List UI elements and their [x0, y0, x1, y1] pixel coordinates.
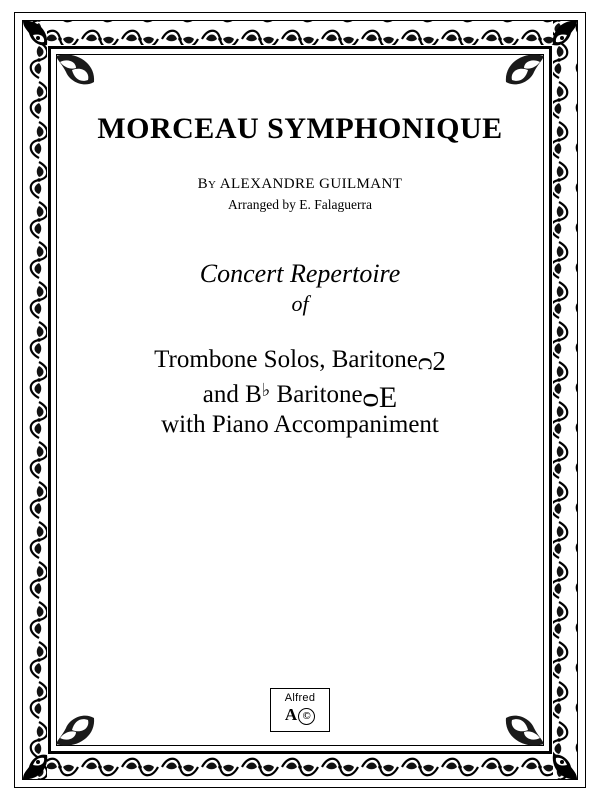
series-title: Concert Repertoire	[199, 259, 401, 288]
publisher-mark	[271, 705, 329, 725]
series-of-label: of	[291, 291, 309, 316]
publisher-name: Alfred	[284, 692, 316, 704]
instrumentation-line-2-text: Baritone	[270, 380, 363, 408]
arranger-credit: Arranged by E. Falaguerra	[228, 197, 372, 212]
instrumentation-block	[70, 345, 530, 439]
page-title: MORCEAU SYMPHONIQUE	[97, 112, 503, 145]
publisher-mark-circle-icon: ©	[298, 708, 315, 725]
treble-clef-icon: ᴑE	[362, 380, 398, 414]
bass-clef-icon: ᴒ2	[417, 346, 446, 376]
cover-text-block	[70, 70, 530, 730]
instrumentation-line-3: with Piano Accompaniment	[161, 410, 439, 438]
instrumentation-line-2	[70, 375, 530, 414]
composer-credit: By ALEXANDRE GUILMANT	[197, 176, 403, 192]
publisher-mark-letter: A	[284, 705, 298, 724]
instrumentation-line-2-prefix: and B	[202, 380, 262, 408]
flat-sign-icon: ♭	[261, 379, 271, 400]
instrumentation-line-1-text: Trombone Solos, Baritone	[154, 346, 418, 373]
publisher-logo	[270, 688, 330, 732]
instrumentation-line-1	[70, 345, 530, 375]
